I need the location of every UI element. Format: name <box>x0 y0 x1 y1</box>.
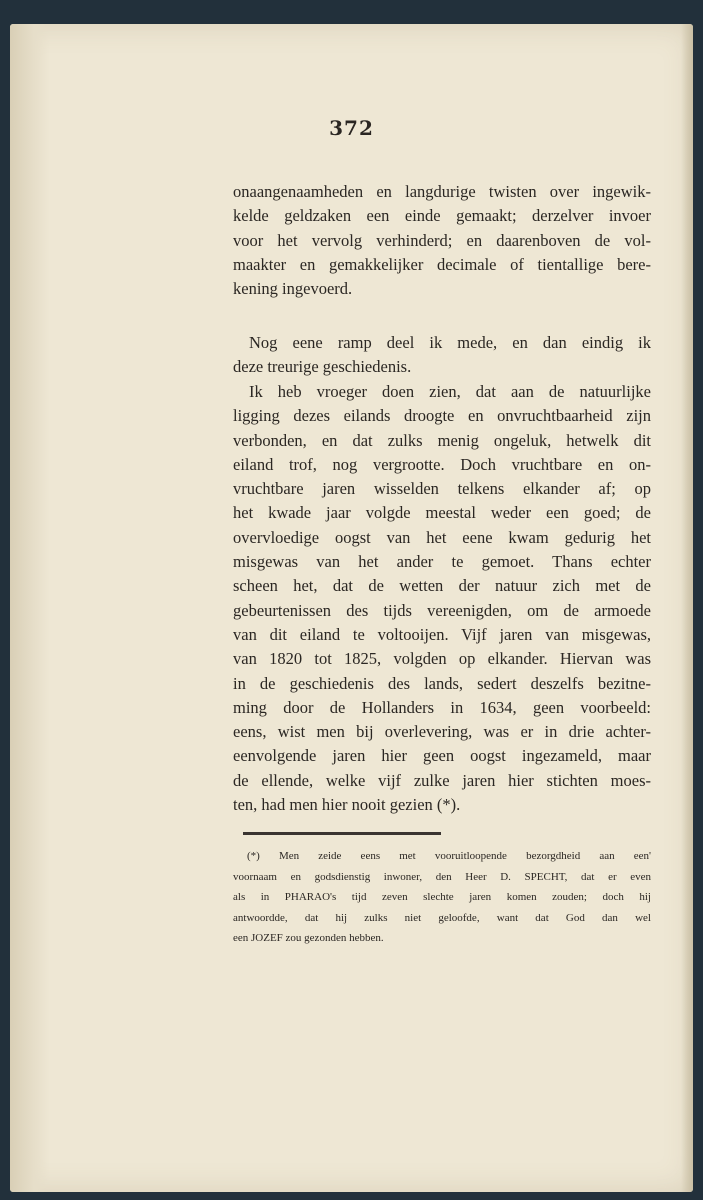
text-line: verbonden, en dat zulks menig ongeluk, hetwelk dit <box>233 430 651 450</box>
text-line: scheen het, dat de wetten der natuur zich met de <box>233 576 651 596</box>
text-line: eenvolgende jaren hier geen oogst ingezameld, maar <box>233 746 651 766</box>
text-line: Ik heb vroeger doen zien, dat aan de natuurlijke <box>249 382 651 401</box>
text-line: ming door de Hollanders in 1634, geen voorbeeld: <box>233 697 651 717</box>
text-line: kening ingevoerd. <box>233 279 353 299</box>
page-gutter-shadow <box>10 24 50 1192</box>
footnote-divider <box>243 832 441 835</box>
footnote-line: (*) Men zeide eens met vooruitloopende bezorgdheid aan een' <box>247 850 651 862</box>
text-line: van 1820 tot 1825, volgden op elkander. Hiervan was <box>233 649 651 669</box>
paragraph-2 <box>233 331 651 380</box>
text-line: voor het vervolg verhinderd; en daarenboven de vol- <box>233 230 651 250</box>
page-number: 372 <box>329 116 374 140</box>
text-line: overvloedige oogst van het eene kwam gedurig het <box>233 527 651 547</box>
footnote-line: als in PHARAO's tijd zeven slechte jaren komen zouden; doch hij <box>233 891 651 903</box>
footnote-line: antwoordde, dat hij zulks niet geloofde, want dat God dan wel <box>233 911 651 924</box>
footnote-line: een JOZEF zou gezonden hebben. <box>233 932 384 944</box>
text-line: het kwade jaar volgde meestal weder een goed; de <box>233 503 651 523</box>
text-line: ten, had men hier nooit gezien (*). <box>233 795 461 815</box>
text-line: vruchtbare jaren wisselden telkens elkander af; op <box>233 479 651 499</box>
text-line: ligging dezes eilands droogte en onvruchtbaarheid zijn <box>233 406 651 426</box>
text-line: van dit eiland te voltooijen. Vijf jaren van misgewas, <box>233 624 651 644</box>
text-line: deze treurige geschiedenis. <box>233 357 412 377</box>
text-line: misgewas van het ander te gemoet. Thans echter <box>233 552 651 572</box>
footnote <box>233 846 651 949</box>
text-line: de ellende, welke vijf zulke jaren hier stichten moes- <box>233 770 651 790</box>
text-line: kelde geldzaken een einde gemaakt; derzelver invoer <box>233 206 651 226</box>
text-line: maakter en gemakkelijker decimale of tientallige bere- <box>233 254 651 274</box>
paragraph-1 <box>233 180 651 301</box>
footnote-line: voornaam en godsdienstig inwoner, den Heer D. SPECHT, dat er even <box>233 870 651 883</box>
text-line: gebeurtenissen des tijds vereenigden, om de armoede <box>233 600 651 620</box>
text-line: Nog eene ramp deel ik mede, en dan eindig ik <box>249 333 651 352</box>
paragraph-3 <box>233 380 651 817</box>
text-line: in de geschiedenis des lands, sedert deszelfs bezitne- <box>233 673 651 693</box>
text-line: eiland trof, nog vergrootte. Doch vruchtbare en on- <box>233 454 651 474</box>
text-line: onaangenaamheden en langdurige twisten over ingewik- <box>233 182 651 201</box>
page-edge-shadow <box>681 24 693 1192</box>
text-line: eens, wist men bij overlevering, was er in drie achter- <box>233 722 651 742</box>
